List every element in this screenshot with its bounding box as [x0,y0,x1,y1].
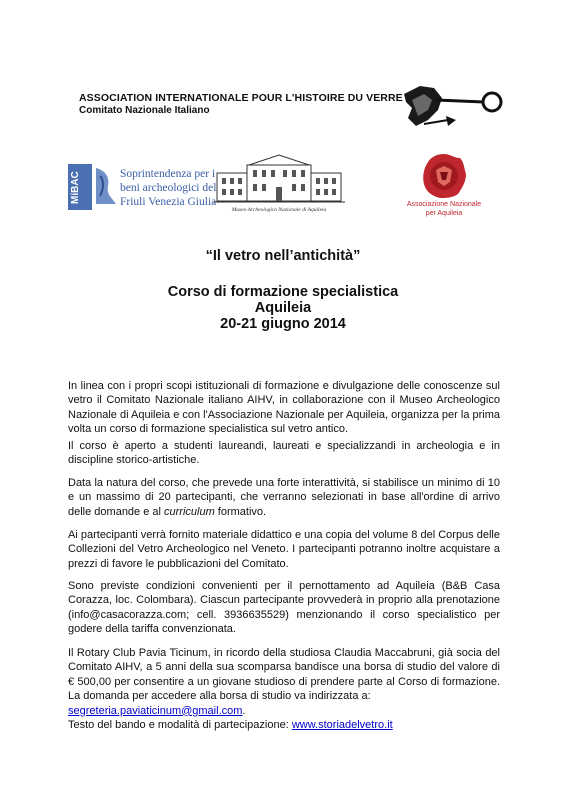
mibac-figure-icon [92,166,118,206]
course-title: Corso di formazione specialistica [167,284,399,300]
course-quote-title: “Il vetro nell’antichità” [205,248,361,264]
course-dates: 20-21 giugno 2014 [220,316,346,332]
association-name: ASSOCIATION INTERNATIONALE POUR L'HISTOIRE DU VERRE [79,92,403,104]
anpa-text: Associazione Nazionale per Aquileia [406,201,482,217]
anpa-seal-icon [420,152,468,200]
soprintendenza-text: Soprintendenza per i beni archeologici del Friuli Venezia Giulia [120,168,217,208]
mibac-mark: MiBAC [68,164,92,210]
paragraph-scholarship: Il Rotary Club Pavia Ticinum, in ricordo della studiosa Claudia Maccabruni, già socia del Comitato AIHV, a 5 anni della sua scomparsa bandisce una borsa di studio del valore di € 500,00 per consentire a un giovane studioso di prendere parte al Corso di formazione. La domanda per accedere alla borsa di studio va indirizzata a: segreteria.paviaticinum@gmail.com. Testo del bando e modalità di partecipazione: www.storiadelvetro.it [68,647,500,732]
paragraph-materials: Ai partecipanti verrà fornito materiale didattico e una copia del volume 8 del Corpus delle Collezioni del Vetro Archeologico nel Veneto. I partecipanti potranno inoltre acquistare a prezzi di favore le pubblicazioni del Comitato. [68,529,500,570]
paragraph-accommodation: Sono previste condizioni convenienti per il pernottamento ad Aquileia (B&B Casa Corazza, loc. Colombara). Ciascun partecipante provvederà in proprio alla prenotazione (info@casacorazza.com; cell. 3936635529) menzionando il corso specialistico per godere della tariffa convenzionata. [68,580,500,636]
paragraph-eligibility: Il corso è aperto a studenti laureandi, laureati e specializzandi in archeologia e in discipline storico-artistiche. [68,440,500,467]
paragraph-intro: In linea con i propri scopi istituzionali di formazione e divulgazione delle conoscenze sul vetro il Comitato Nazionale italiano AIHV, in collaborazione con il Museo Archeologico Nazionale di Aquileia e con l'Associazione Nazionale per Aquileia, organizza per la prima volta un corso di formazione specialistica sul vetro antico. [68,380,500,436]
email-link[interactable]: segreteria.paviaticinum@gmail.com [68,704,243,717]
aihv-logo [398,80,508,138]
committee-name: Comitato Nazionale Italiano [79,105,210,116]
paragraph-participants: Data la natura del corso, che prevede una forte interattività, si stabilisce un minimo di 10 e un massimo di 20 partecipanti, che verranno selezionati in base all'ordine di arrivo delle domande e al curriculum formativo. [68,477,500,518]
museum-building-drawing [213,153,345,205]
museum-caption: Museo Archeologico Nazionale di Aquileia [231,207,327,213]
course-location: Aquileia [254,300,312,316]
website-link[interactable]: www.storiadelvetro.it [291,719,393,732]
curriculum-word: curriculum [164,505,215,518]
